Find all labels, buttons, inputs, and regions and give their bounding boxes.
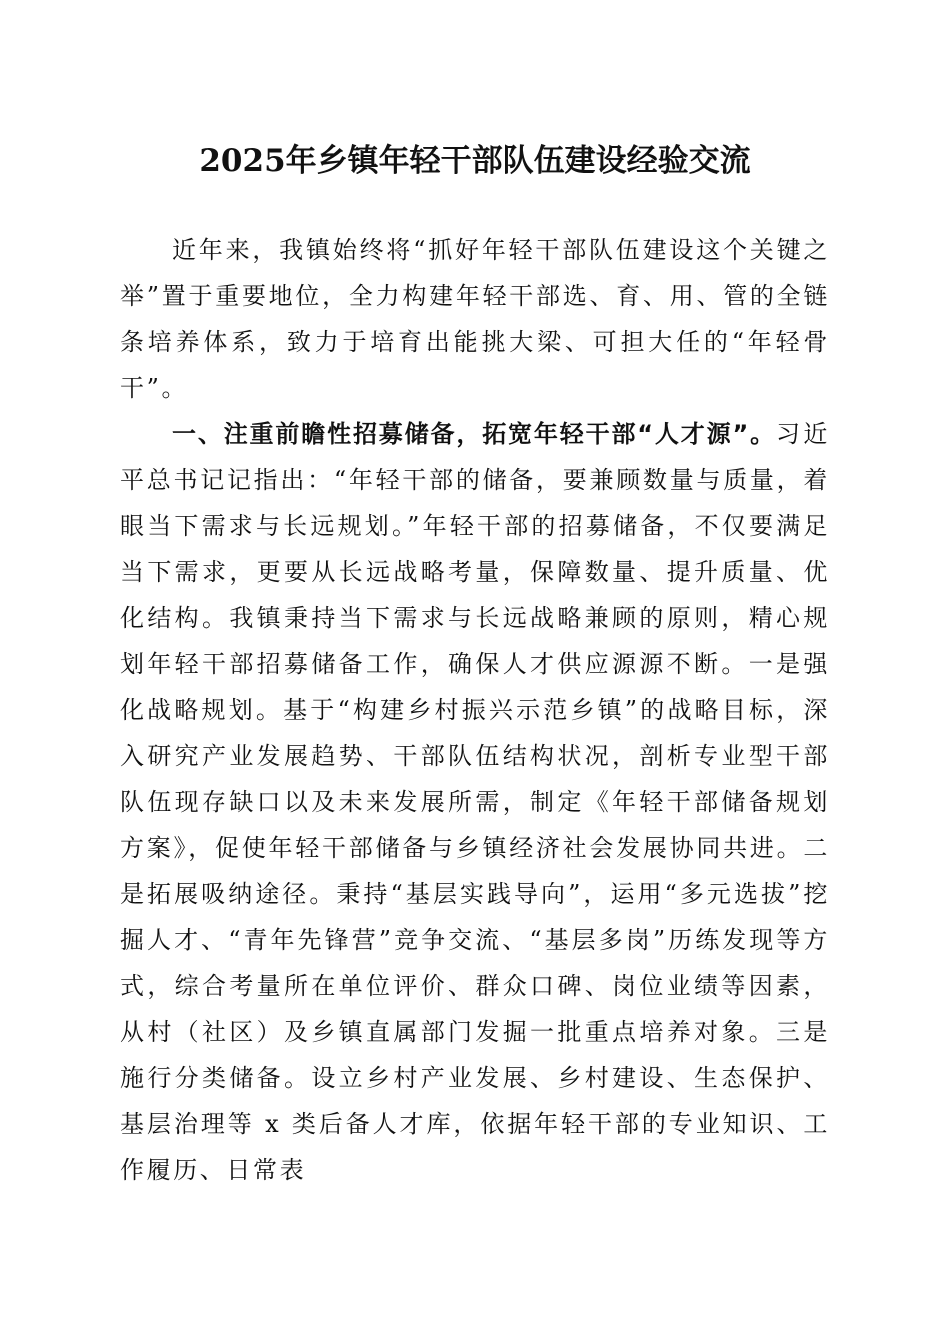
section-1-heading: 一、注重前瞻性招募储备，拓宽年轻干部“人才源”。 xyxy=(172,420,776,448)
intro-paragraph: 近年来，我镇始终将“抓好年轻干部队伍建设这个关键之举”置于重要地位，全力构建年轻干部选、育、用、管的全链条培养体系，致力于培育出能挑大梁、可担大任的“年轻骨干”。 xyxy=(120,236,830,402)
document-title: 2025年乡镇年轻干部队伍建设经验交流 xyxy=(199,143,751,179)
section-1-body: 习近平总书记记指出：“年轻干部的储备，要兼顾数量与质量，着眼当下需求与长远规划。”年轻干部的招募储备，不仅要满足当下需求，更要从长远战略考量，保障数量、提升质量、优化结构。我镇秉持当下需求与长远战略兼顾的原则，精心规划年轻干部招募储备工作，确保人才供应源源不断。一是强化战略规划。基于“构建乡村振兴示范乡镇”的战略目标，深入研究产业发展趋势、干部队伍结构状况，剖析专业型干部队伍现存缺口以及未来发展所需，制定《年轻干部储备规划方案》，促使年轻干部储备与乡镇经济社会发展协同共进。二是拓展吸纳途径。秉持“基层实践导向”，运用“多元选拔”挖掘人才、“青年先锋营”竞争交流、“基层多岗”历练发现等方式，综合考量所在单位评价、群众口碑、岗位业绩等因素，从村（社区）及乡镇直属部门发掘一批重点培养对象。三是施行分类储备。设立乡村产业发展、乡村建设、生态保护、基层治理等 x 类后备人才库，依据年轻干部的专业知识、工作履历、日常表 xyxy=(120,420,831,1184)
section-1-paragraph xyxy=(120,411,830,1193)
